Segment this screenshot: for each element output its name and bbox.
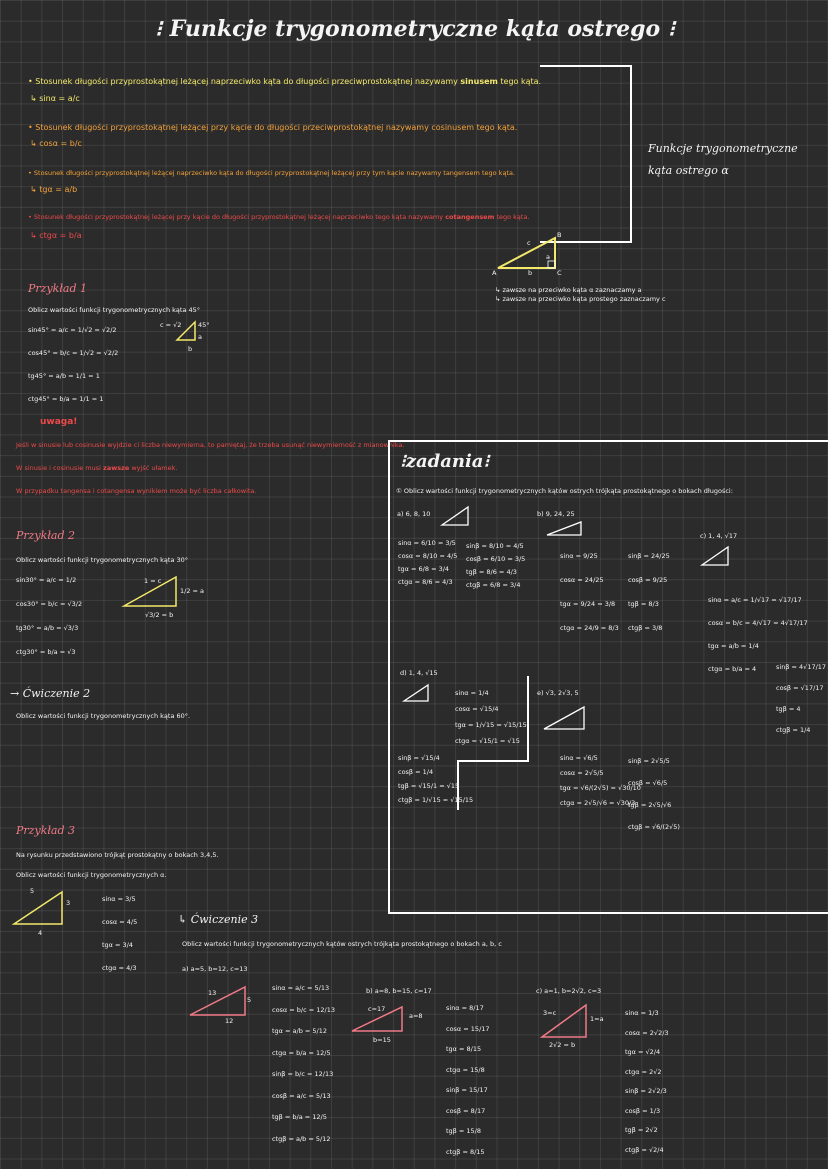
- result-line: ctgβ = 3/8: [628, 624, 663, 632]
- result-line: cosα = 15/17: [446, 1024, 490, 1033]
- result-line: ctgβ = √6/(2√5): [628, 823, 680, 831]
- result-line: cosβ = a/c = 5/13: [272, 1091, 331, 1100]
- result-line: tgβ = b/a = 12/5: [272, 1113, 327, 1121]
- result-line: sinα = √6/5: [560, 754, 598, 762]
- exercise3-b-label: b) a=8, b=15, c=17: [366, 987, 432, 995]
- example3-line: tgα = 3/4: [102, 941, 133, 949]
- task-d-label: d) 1, 4, √15: [400, 669, 438, 677]
- sparkle-right-icon: ⁝: [483, 451, 490, 472]
- exercise3-c-side: 3=c: [543, 1009, 557, 1017]
- note-line-3: W przypadku tangensa i cotangensa wynikiem może być liczba całkowita.: [16, 487, 257, 495]
- result-line: tgα = a/b = 1/4: [708, 642, 759, 650]
- example1-line: sin45° = a/c = 1/√2 = √2/2: [28, 326, 117, 334]
- result-line: tgα = 6/8 = 3/4: [398, 565, 450, 573]
- result-line: tgβ = 4: [776, 705, 801, 713]
- result-line: ctgα = 15/8: [446, 1065, 485, 1074]
- tasks-prompt: ① Oblicz wartości funkcji trygonometrycznych kątów ostrych trójkąta prostokątnego o bokach długości:: [396, 487, 733, 495]
- example1-tri-a: a: [198, 333, 202, 341]
- result-line: sinα = a/c = 1/√17 = √17/17: [708, 596, 802, 604]
- result-line: sinβ = √15/4: [398, 754, 440, 762]
- result-line: ctgα = √15/1 = √15: [455, 737, 520, 745]
- task-c-triangle: [700, 545, 732, 567]
- example3-tri-c: 5: [30, 887, 35, 895]
- exercise3-a-triangle: [188, 985, 250, 1020]
- example3-prompt-1: Na rysunku przedstawiono trójkąt prostokątny o bokach 3,4,5.: [16, 851, 219, 859]
- result-line: tgβ = 8/3: [628, 600, 659, 608]
- task-e-triangle: [542, 705, 588, 733]
- result-line: sinβ = 2√5/5: [628, 757, 670, 765]
- example1-line: tg45° = a/b = 1/1 = 1: [28, 372, 100, 380]
- result-line: sinβ = 24/25: [628, 552, 670, 560]
- exercise3-c-side: 2√2 = b: [549, 1041, 576, 1049]
- example3-line: cosα = 4/5: [102, 918, 138, 926]
- exercise3-a-side: 13: [208, 989, 217, 997]
- example2-heading: Przykład 2: [16, 529, 75, 542]
- exercise3-prompt: Oblicz wartości funkcji trygonometrycznych kątów ostrych trójkąta prostokątnego o bokach a, b, c: [182, 940, 502, 948]
- result-line: sinβ = 4√17/17: [776, 663, 827, 671]
- side-label-line1: Funkcje trygonometryczne: [648, 142, 798, 155]
- result-line: cosα = √15/4: [455, 705, 499, 713]
- example1-tri-b: b: [188, 345, 193, 353]
- result-line: tgβ = 8/6 = 4/3: [466, 568, 517, 576]
- vertex-B: B: [557, 231, 562, 239]
- example3-heading: Przykład 3: [16, 824, 75, 837]
- example1-heading: Przykład 1: [28, 282, 87, 295]
- task-a-label: a) 6, 8, 10: [397, 510, 431, 518]
- result-line: tgα = 8/15: [446, 1045, 482, 1053]
- result-line: tgβ = √15/1 = √15: [398, 782, 460, 790]
- bracket-vertical: [630, 65, 632, 243]
- formula-tg: ↳ tgα = a/b: [30, 185, 78, 194]
- example2-tri-c: 1 = c: [144, 577, 162, 585]
- result-line: ctgβ = √2/4: [625, 1145, 664, 1154]
- example2-line: sin30° = a/c = 1/2: [16, 576, 77, 584]
- example2-line: tg30° = a/b = √3/3: [16, 624, 79, 632]
- title-text: Funkcje trygonometryczne kąta ostrego: [169, 16, 661, 42]
- definition-ctg: • Stosunek długości przyprostokątnej leżącej przy kącie do długości przyprostokątnej leżącej naprzeciwko tego kąta nazywamy cotangensem tego kąta.: [28, 213, 530, 221]
- result-line: sinβ = 8/10 = 4/5: [466, 542, 524, 550]
- result-line: cosα = b/c = 4/√17 = 4√17/17: [708, 619, 808, 627]
- result-line: cosβ = 6/10 = 3/5: [466, 555, 526, 563]
- sparkle-left-icon: ⁝: [155, 16, 170, 42]
- result-line: ctgα = 2√5/√6 = √30/3: [560, 799, 636, 807]
- result-line: sinα = a/c = 5/13: [272, 984, 330, 992]
- result-line: sinβ = 2√2/3: [625, 1087, 667, 1095]
- example3-line: ctgα = 4/3: [102, 964, 137, 972]
- result-line: ctgβ = 6/8 = 3/4: [466, 581, 521, 589]
- result-line: ctgα = 24/9 = 8/3: [560, 624, 619, 632]
- result-line: tgβ = 2√5/√6: [628, 801, 672, 809]
- side-a: a: [546, 253, 550, 261]
- note-line-1: Jeśli w sinusie lub cosinusie wyjdzie ci liczba niewymierna, to pamiętaj, że trzeba usunąć niewymierność z mianownika.: [16, 441, 405, 449]
- definition-tg: • Stosunek długości przyprostokątnej leżącej naprzeciwko kąta do długości przyprostokątnej leżącej przy tym kącie nazywamy tangensem tego kąta.: [28, 169, 516, 177]
- result-line: ctgα = 2√2: [625, 1067, 662, 1076]
- example3-tri-b: 4: [38, 929, 43, 937]
- result-line: sinβ = b/c = 12/13: [272, 1070, 334, 1078]
- result-line: cosα = 24/25: [560, 576, 604, 584]
- task-divider: [527, 676, 529, 762]
- example2-line: ctg30° = b/a = √3: [16, 648, 76, 656]
- exercise3-a-side: 5: [247, 996, 252, 1004]
- example3-prompt-2: Oblicz wartości funkcji trygonometrycznych α.: [16, 871, 167, 879]
- definition-sin: • Stosunek długości przyprostokątnej leżącej naprzeciwko kąta do długości przeciwprostokątnej nazywamy sinusem tego kąta.: [28, 77, 542, 86]
- result-line: cosα = 2√5/5: [560, 769, 604, 777]
- result-line: ctgβ = 1/√15 = √15/15: [398, 796, 474, 804]
- exercise3-c-side: 1=a: [590, 1015, 604, 1023]
- result-line: tgα = √2/4: [625, 1048, 661, 1056]
- exercise3-b-side: c=17: [368, 1005, 386, 1013]
- example3-line: sinα = 3/5: [102, 895, 136, 903]
- result-line: ctgα = 8/6 = 4/3: [398, 578, 453, 586]
- formula-sin: ↳ sinα = a/c: [30, 94, 80, 103]
- side-b: b: [528, 269, 533, 277]
- result-line: sinβ = 15/17: [446, 1086, 488, 1094]
- result-line: tgα = 9/24 = 3/8: [560, 600, 616, 608]
- side-label-line2: kąta ostrego α: [648, 164, 729, 177]
- result-line: cosβ = 8/17: [446, 1106, 486, 1115]
- example2-prompt: Oblicz wartości funkcji trygonometrycznych kąta 30°: [16, 556, 189, 564]
- side-c: c: [527, 239, 531, 247]
- result-line: cosβ = 1/4: [398, 768, 434, 776]
- result-line: sinα = 9/25: [560, 552, 598, 560]
- task-divider: [457, 760, 529, 762]
- result-line: ctgα = b/a = 4: [708, 665, 757, 673]
- result-line: ctgα = b/a = 12/5: [272, 1048, 331, 1057]
- exercise3-b-side: b=15: [373, 1036, 391, 1044]
- example2-tri-a: 1/2 = a: [180, 587, 205, 595]
- example1-line: cos45° = b/c = 1/√2 = √2/2: [28, 349, 119, 357]
- exercise3-b-side: a=8: [409, 1012, 423, 1020]
- vertex-A: A: [492, 269, 497, 277]
- result-line: tgα = √6/(2√5) = √30/10: [560, 784, 641, 792]
- task-c-label: c) 1, 4, √17: [700, 532, 738, 540]
- task-b-triangle: [545, 520, 585, 538]
- triangle-note-2: ↳ zawsze na przeciwko kąta prostego zaznaczamy c: [495, 295, 666, 303]
- exercise3-a-label: a) a=5, b=12, c=13: [182, 965, 248, 973]
- result-line: tgα = 1/√15 = √15/15: [455, 721, 527, 729]
- task-e-label: e) √3, 2√3, 5: [537, 689, 579, 697]
- note-heading: uwaga!: [40, 417, 78, 427]
- example1-tri-c: c = √2: [160, 321, 182, 329]
- result-line: sinα = 6/10 = 3/5: [398, 539, 456, 547]
- result-line: cosβ = √6/5: [628, 779, 668, 787]
- definition-cos: • Stosunek długości przyprostokątnej leżącej przy kącie do długości przeciwprostokątnej nazywamy cosinusem tego kąta.: [28, 123, 518, 132]
- result-line: sinα = 1/4: [455, 689, 489, 697]
- result-line: cosβ = 1/3: [625, 1106, 661, 1115]
- exercise2-heading: → Ćwiczenie 2: [10, 687, 91, 700]
- formula-ctg: ↳ ctgα = b/a: [30, 231, 82, 240]
- bracket-top: [540, 65, 632, 67]
- exercise3-c-label: c) a=1, b=2√2, c=3: [536, 987, 602, 995]
- result-line: sinα = 1/3: [625, 1009, 659, 1017]
- exercise3-heading: ↳ Ćwiczenie 3: [178, 913, 259, 926]
- task-a-triangle: [440, 505, 472, 527]
- example2-tri-b: √3/2 = b: [145, 611, 174, 619]
- result-line: cosα = 2√2/3: [625, 1028, 669, 1037]
- task-b-label: b) 9, 24, 25: [537, 510, 575, 518]
- result-line: tgβ = 2√2: [625, 1126, 658, 1134]
- result-line: cosβ = 9/25: [628, 576, 668, 584]
- page-title: [155, 18, 675, 40]
- exercise3-a-side: 12: [225, 1017, 234, 1025]
- sparkle-right-icon: ⁝: [660, 16, 675, 42]
- result-line: cosβ = √17/17: [776, 684, 824, 692]
- result-line: ctgβ = 1/4: [776, 726, 811, 734]
- result-line: ctgβ = a/b = 5/12: [272, 1134, 331, 1143]
- result-line: sinα = 8/17: [446, 1004, 484, 1012]
- example1-tri-angle: 45°: [198, 321, 210, 329]
- result-line: cosα = 8/10 = 4/5: [398, 552, 458, 560]
- result-line: ctgβ = 8/15: [446, 1147, 485, 1156]
- result-line: tgβ = 15/8: [446, 1127, 481, 1135]
- result-line: tgα = a/b = 5/12: [272, 1027, 328, 1035]
- tasks-heading: ⁝zadania⁝: [400, 451, 490, 472]
- result-line: cosα = b/c = 12/13: [272, 1005, 336, 1014]
- formula-cos: ↳ cosα = b/c: [30, 139, 82, 148]
- example1-line: ctg45° = b/a = 1/1 = 1: [28, 395, 104, 403]
- example1-prompt: Oblicz wartości funkcji trygonometrycznych kąta 45°: [28, 306, 201, 314]
- vertex-C: C: [557, 269, 562, 277]
- example3-tri-a: 3: [66, 899, 71, 907]
- sparkle-left-icon: ⁝: [400, 451, 406, 472]
- task-d-triangle: [402, 683, 432, 703]
- note-line-2: W sinusie i cosinusie musi zawsze wyjść ułamek.: [16, 464, 178, 472]
- triangle-note-1: ↳ zawsze na przeciwko kąta α zaznaczamy a: [495, 286, 642, 294]
- example2-line: cos30° = b/c = √3/2: [16, 600, 83, 608]
- exercise2-prompt: Oblicz wartości funkcji trygonometrycznych kąta 60°.: [16, 712, 191, 720]
- example3-triangle: [12, 887, 67, 928]
